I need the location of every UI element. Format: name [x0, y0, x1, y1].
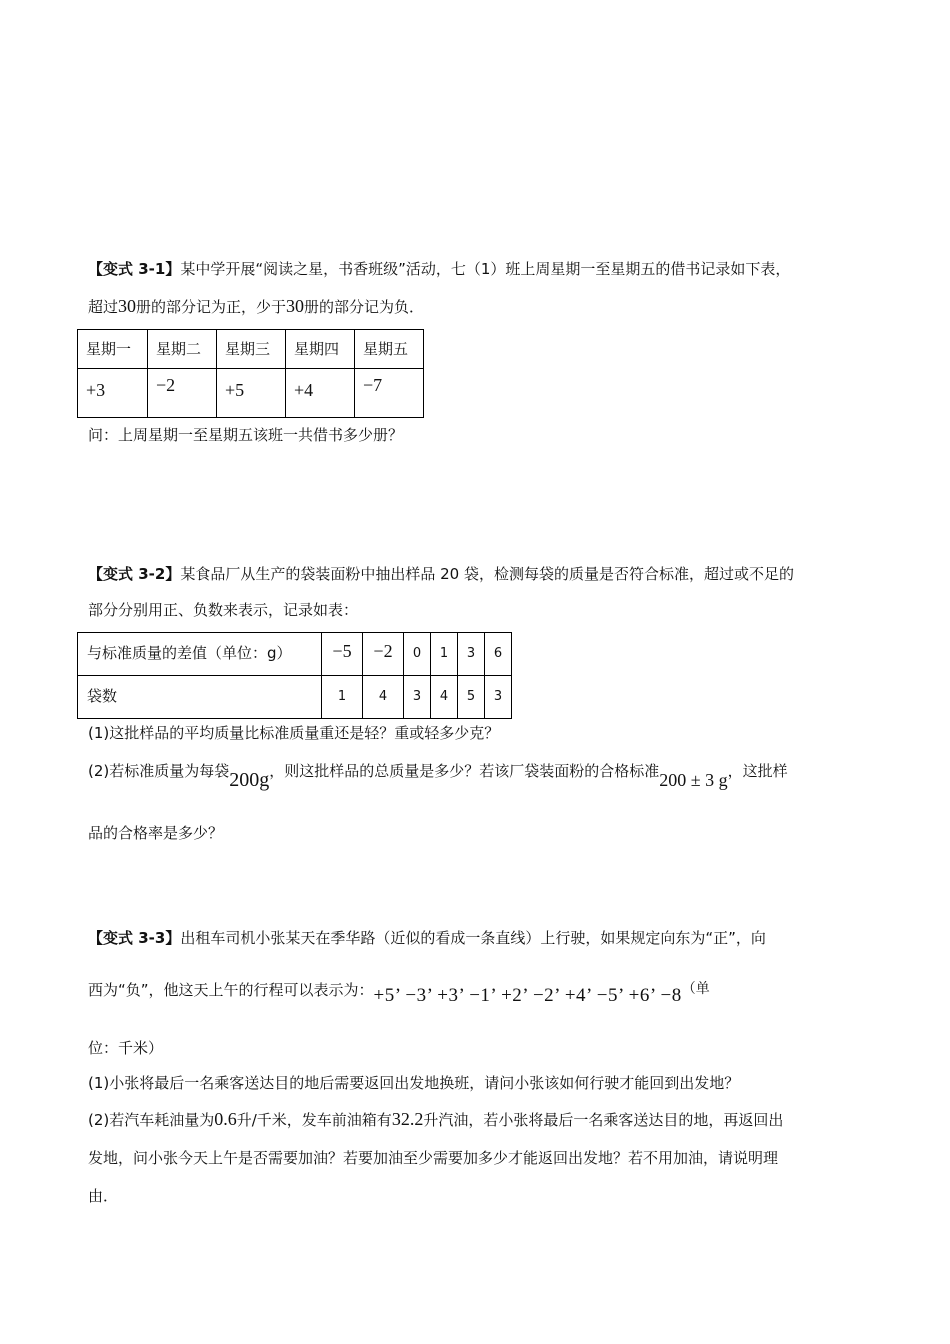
v31-value-cell: −2	[148, 369, 217, 418]
v33-q2-line1	[88, 1109, 783, 1130]
v33-text2: 西为“负”，他这天上午的行程可以表示为：	[88, 981, 374, 999]
v33-tag: 【变式 3-3】	[88, 929, 181, 947]
v31-line1	[88, 259, 790, 279]
v32-q2a: (2)若标准质量为每袋	[88, 762, 230, 780]
v31-borrow-table	[77, 329, 424, 418]
v32-diff-cell: 0	[404, 633, 431, 676]
v32-diff-cell: 3	[458, 633, 485, 676]
v32-q1: (1)这批样品的平均质量比标准质量重还是轻？重或轻多少克？	[88, 724, 500, 742]
v33-q2c: 升汽油，若小张将最后一名乘客送达目的地，再返回出	[423, 1111, 784, 1129]
v32-diff-cell: −2	[363, 633, 404, 676]
v33-n06: 0.6	[214, 1109, 237, 1129]
v32-count-cell: 4	[431, 676, 458, 719]
v33-text1: 出租车司机小张某天在季华路（近似的看成一条直线）上行驶，如果规定向东为“正”，向	[180, 929, 766, 947]
v33-n322: 32.2	[391, 1109, 424, 1129]
v32-row-label: 袋数	[78, 676, 322, 719]
v32-tag: 【变式 3-2】	[88, 565, 181, 583]
v33-q2d: 发地，问小张今天上午是否需要加油？若要加油至少需要加多少才能返回出发地？若不用加油，请说明理	[88, 1149, 779, 1167]
v31-question: 问：上周星期一至星期五该班一共借书多少册？	[88, 426, 404, 444]
v32-q2-line	[88, 760, 788, 791]
v32-q2-math-tolerance: 200 ± 3 g	[659, 770, 728, 790]
v31-l2b: 册的部分记为正，少于	[136, 298, 287, 316]
v31-value-cell: +3	[78, 369, 148, 418]
v31-n30a: 30	[118, 296, 137, 316]
v32-q2c: ，这批样	[727, 762, 788, 780]
v32-count-cell: 3	[485, 676, 512, 719]
v33-q2a: (2)若汽车耗油量为	[88, 1111, 215, 1129]
v31-value-cell: +4	[286, 369, 355, 418]
v33-text3: 位：千米）	[88, 1039, 164, 1057]
v31-table-header-row	[78, 330, 424, 369]
v33-q2b: 升/千米，发车前油箱有	[236, 1111, 392, 1129]
v33-line2	[88, 980, 710, 1006]
v31-header-cell: 星期二	[148, 330, 217, 369]
v32-diff-cell: −5	[322, 633, 363, 676]
v33-route: +5’ −3’ +3’ −1’ +2’ −2’ +4’ −5’ +6’ −8	[373, 985, 682, 1006]
v32-text1: 某食品厂从生产的袋装面粉中抽出样品 20 袋，检测每袋的质量是否符合标准，超过或不足的	[180, 565, 794, 583]
v31-l2a: 超过	[88, 298, 119, 316]
v32-q2d: 品的合格率是多少？	[88, 824, 224, 842]
v31-n30b: 30	[286, 296, 305, 316]
v32-weight-table	[77, 632, 512, 719]
v31-value-cell: −7	[355, 369, 424, 418]
v31-line2	[88, 296, 424, 317]
v31-header-cell: 星期一	[78, 330, 148, 369]
v32-q2-math-200g: 200g	[229, 769, 270, 791]
v32-count-cell: 1	[322, 676, 363, 719]
v31-table-value-row	[78, 369, 424, 418]
v33-line1	[88, 928, 766, 948]
v32-row-label: 与标准质量的差值（单位：g）	[78, 633, 322, 676]
v31-tag: 【变式 3-1】	[88, 260, 181, 278]
v32-line2: 部分分别用正、负数来表示，记录如表：	[88, 601, 359, 619]
v31-header-cell: 星期三	[217, 330, 286, 369]
v31-l2c: 册的部分记为负．	[304, 298, 425, 316]
v32-diff-cell: 6	[485, 633, 512, 676]
v31-header-cell: 星期四	[286, 330, 355, 369]
v31-value-cell: +5	[217, 369, 286, 418]
v33-unit-open: （单	[681, 981, 710, 997]
v32-q2b: ，则这批样品的总质量是多少？若该厂袋装面粉的合格标准	[269, 762, 660, 780]
v32-table-row-diff	[78, 633, 512, 676]
v32-table-row-count	[78, 676, 512, 719]
v33-q1: (1)小张将最后一名乘客送达目的地后需要返回出发地换班，请问小张该如何行驶才能回到出发地？	[88, 1074, 740, 1092]
v31-header-cell: 星期五	[355, 330, 424, 369]
v32-count-cell: 4	[363, 676, 404, 719]
v32-diff-cell: 1	[431, 633, 458, 676]
v32-line1	[88, 564, 794, 584]
v32-count-cell: 5	[458, 676, 485, 719]
v33-q2e: 由．	[88, 1187, 119, 1205]
v32-count-cell: 3	[404, 676, 431, 719]
v31-text1: 某中学开展“阅读之星，书香班级”活动，七（1）班上周星期一至星期五的借书记录如下表，	[180, 260, 791, 278]
